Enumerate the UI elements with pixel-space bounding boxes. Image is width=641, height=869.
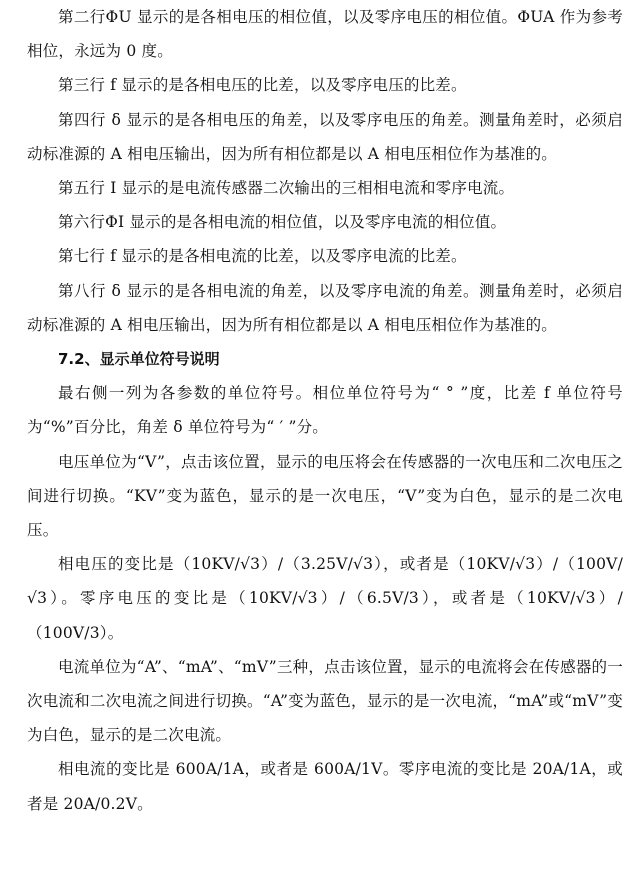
- section-heading-unit-symbols: 7.2、显示单位符号说明: [58, 350, 220, 369]
- paragraph-row2-voltage-phase: 第二行ΦU 显示的是各相电压的相位值，以及零序电压的相位值。ΦUA 作为参考相位，永远为 0 度。: [27, 8, 623, 61]
- paragraph-voltage-ratio: 相电压的变比是（10KV/√3）/（3.25V/√3），或者是（10KV/√3）/（100V/√3）。零序电压的变比是（10KV/√3）/（6.5V/3），或者是（10KV/√3）/（100V/3）。: [27, 555, 623, 642]
- paragraph-row6-current-phase: 第六行ΦI 显示的是各相电流的相位值，以及零序电流的相位值。: [58, 213, 507, 232]
- paragraph-current-ratio: 相电流的变比是 600A/1A，或者是 600A/1V。零序电流的变比是 20A/1A，或者是 20A/0.2V。: [27, 760, 623, 813]
- paragraph-unit-symbols: 最右侧一列为各参数的单位符号。相位单位符号为“ ° ”度，比差 f 单位符号为“%”百分比，角差 δ 单位符号为“ ′ ”分。: [27, 384, 623, 437]
- paragraph-row8-current-angle-error: 第八行 δ 显示的是各相电流的角差，以及零序电流的角差。测量角差时，必须启动标准源的 A 相电压输出，因为所有相位都是以 A 相电压相位作为基准的。: [27, 281, 623, 334]
- paragraph-current-unit: 电流单位为“A”、“mA”、“mV”三种，点击该位置，显示的电流将会在传感器的一次电流和二次电流之间进行切换。“A”变为蓝色，显示的是一次电流，“mA”或“mV”变为白色，显示的是二次电流。: [27, 657, 623, 745]
- paragraph-row7-current-ratio-error: 第七行 f 显示的是各相电流的比差，以及零序电流的比差。: [58, 247, 467, 266]
- paragraph-row5-current: 第五行 I 显示的是电流传感器二次输出的三相相电流和零序电流。: [58, 179, 515, 198]
- paragraph-voltage-unit: 电压单位为“V”，点击该位置，显示的电压将会在传感器的一次电压和二次电压之间进行切换。“KV”变为蓝色，显示的是一次电压，“V”变为白色，显示的是二次电压。: [27, 452, 623, 540]
- paragraph-row3-voltage-ratio-error: 第三行 f 显示的是各相电压的比差，以及零序电压的比差。: [58, 76, 467, 95]
- paragraph-row4-voltage-angle-error: 第四行 δ 显示的是各相电压的角差，以及零序电压的角差。测量角差时，必须启动标准源的 A 相电压输出，因为所有相位都是以 A 相电压相位作为基准的。: [27, 110, 623, 163]
